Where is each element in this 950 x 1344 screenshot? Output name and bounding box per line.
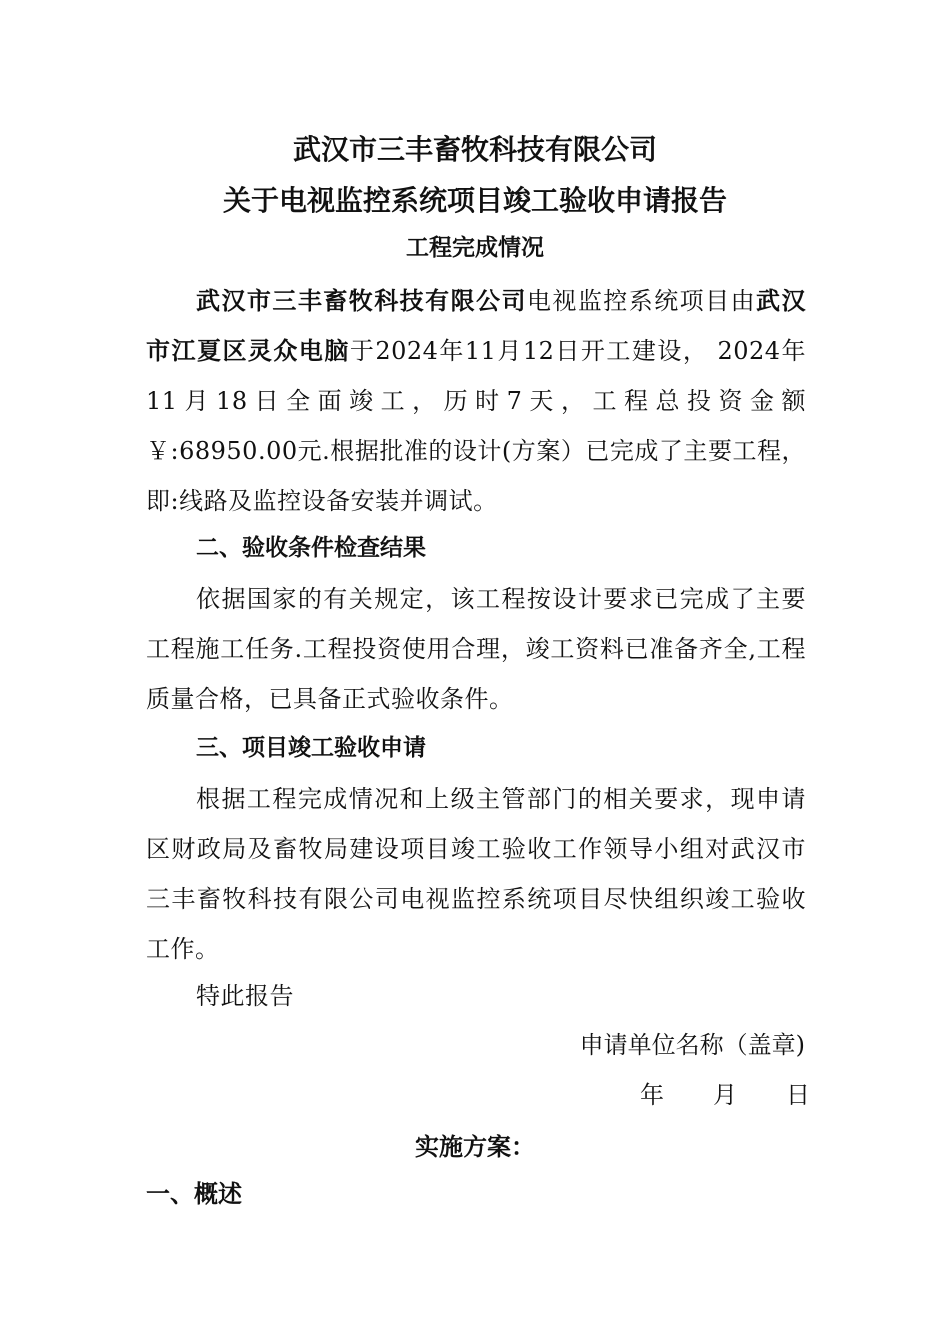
section3-body: 根据工程完成情况和上级主管部门的相关要求，现申请区财政局及畜牧局建设项目竣工验收工作领导小组对武汉市三丰畜牧科技有限公司电视监控系统项目尽快组织竣工验收工作。 [146,785,806,963]
contractor-name: 武汉市江夏区灵众电脑 [146,287,807,365]
company-name: 武汉市三丰畜牧科技有限公司 [196,287,527,315]
closing-text: 特此报告 [196,982,294,1010]
completion-text-2: 于2024年11月12日开工建设， 2024年11月18日全面竣工，历时7天，工程总投资金额￥:68950.00元.根据批准的设计(方案）已完成了主要工程，即:线路及监控设备安装并调试。 [146,337,806,515]
section3-heading: 三、项目竣工验收申请 [196,735,426,761]
section-title-completion: 工程完成情况 [406,235,544,261]
applicant-signature: 申请单位名称（盖章) [579,1031,805,1059]
document-title-company: 武汉市三丰畜牧科技有限公司 [292,133,657,166]
completion-text-1: 电视监控系统项目由 [526,287,757,315]
document-title-subject: 关于电视监控系统项目竣工验收申请报告 [222,184,727,217]
plan-section-overview: 一、概述 [146,1180,242,1208]
date-month: 月 [713,1081,737,1109]
completion-paragraph [146,276,806,526]
date-year: 年 [640,1081,664,1109]
section2-body: 依据国家的有关规定，该工程按设计要求已完成了主要工程施工任务.工程投资使用合理，竣工资料已准备齐全,工程质量合格，已具备正式验收条件。 [146,585,806,713]
date-line [640,1078,810,1112]
section2-heading: 二、验收条件检查结果 [196,535,426,561]
plan-title: 实施方案： [415,1133,535,1161]
date-day: 日 [786,1081,810,1109]
